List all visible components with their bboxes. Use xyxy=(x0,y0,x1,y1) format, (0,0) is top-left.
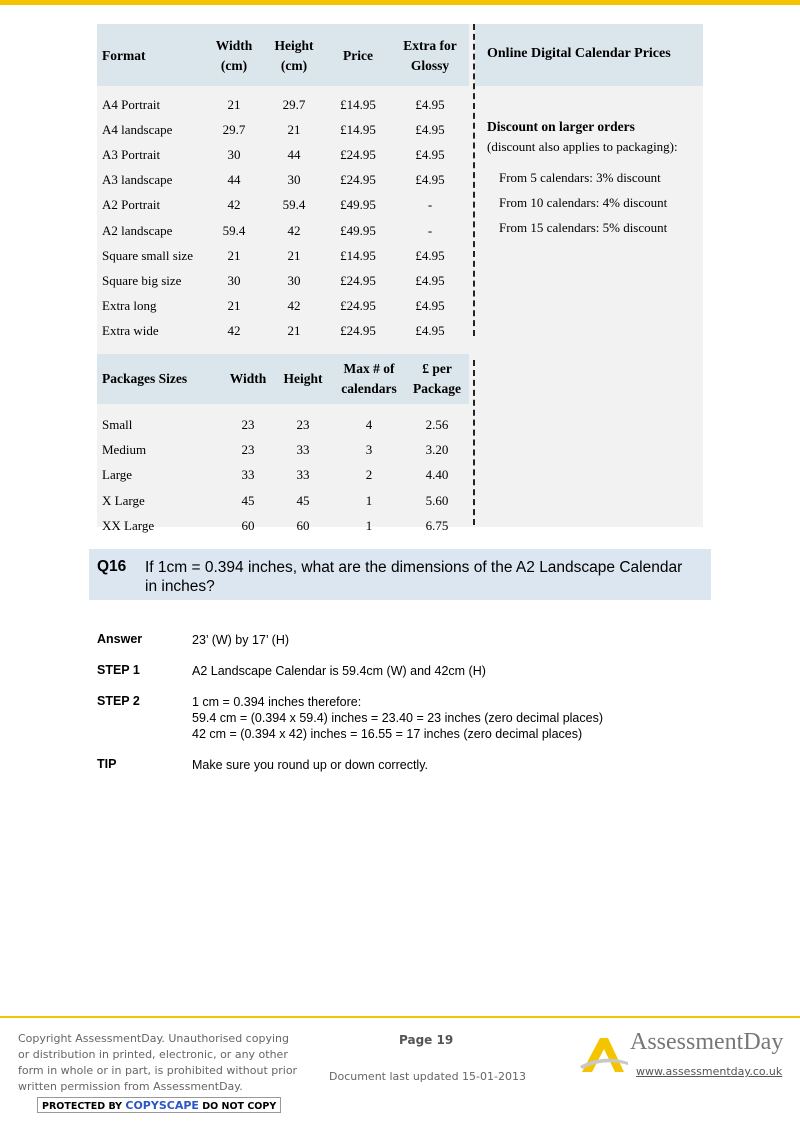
prices-col-height xyxy=(263,24,325,88)
top-accent-bar xyxy=(0,0,800,5)
prices-cell: £14.95 xyxy=(340,247,376,263)
discount-item: From 15 calendars: 5% discount xyxy=(499,220,668,235)
prices-cell: 21 xyxy=(287,247,301,263)
prices-cell: 29.7 xyxy=(282,96,306,112)
prices-col-glossy xyxy=(391,24,469,88)
prices-row xyxy=(97,243,469,268)
prices-cell: £14.95 xyxy=(340,121,376,137)
prices-row xyxy=(97,319,469,344)
prices-col-price: Price xyxy=(343,48,373,63)
packages-col-height: Height xyxy=(283,371,323,386)
packages-row xyxy=(97,513,469,538)
prices-cell: 44 xyxy=(287,146,301,162)
packages-col-price-label: £ per Package xyxy=(413,361,461,396)
packages-table xyxy=(97,354,469,538)
copyscape-suffix: DO NOT COPY xyxy=(202,1101,277,1112)
packages-cell: 33 xyxy=(241,467,255,483)
prices-cell: £24.95 xyxy=(340,298,376,314)
step2-label: STEP 2 xyxy=(97,694,140,708)
step1-value: A2 Landscape Calendar is 59.4cm (W) and 42cm (H) xyxy=(192,664,486,678)
packages-cell: 1 xyxy=(365,517,373,533)
answer-value: 23’ (W) by 17’ (H) xyxy=(192,633,290,647)
prices-cell: 21 xyxy=(227,96,241,112)
packages-cell: 2.56 xyxy=(425,416,449,432)
prices-row xyxy=(97,117,469,142)
packages-divider xyxy=(473,360,475,525)
packages-cell: 2 xyxy=(365,467,373,483)
assessmentday-logo-icon xyxy=(578,1032,630,1074)
prices-cell: A2 Portrait xyxy=(102,197,161,213)
prices-col-height-label: Height (cm) xyxy=(274,38,314,73)
packages-cell: XX Large xyxy=(102,517,155,533)
prices-cell: - xyxy=(427,197,433,213)
prices-row xyxy=(97,294,469,319)
packages-cell: Large xyxy=(102,467,133,483)
prices-row xyxy=(97,92,469,117)
prices-cell: 21 xyxy=(227,298,241,314)
packages-row xyxy=(97,412,469,437)
packages-col-max xyxy=(333,354,405,404)
packages-row xyxy=(97,488,469,513)
prices-cell: A4 landscape xyxy=(102,121,173,137)
question-box xyxy=(89,549,711,600)
packages-cell: 1 xyxy=(365,492,373,508)
discount-note: (discount also applies to packaging): xyxy=(487,139,678,154)
question-number: Q16 xyxy=(97,558,127,575)
prices-row xyxy=(97,218,469,243)
copyright-notice: Copyright AssessmentDay. Unauthorised copying or distribution in printed, electronic, or any other form in whole or in part, is prohibited without prior written permission from AssessmentDay. xyxy=(18,1032,298,1093)
prices-cell: £4.95 xyxy=(415,146,445,162)
prices-cell: 30 xyxy=(227,146,241,162)
packages-cell: 3 xyxy=(365,441,373,457)
prices-cell: 30 xyxy=(287,172,301,188)
packages-spacer-cell xyxy=(97,404,469,412)
prices-table xyxy=(97,24,469,344)
prices-cell: Extra wide xyxy=(102,323,159,339)
packages-col-width: Width xyxy=(229,371,267,386)
packages-cell: 33 xyxy=(296,441,310,457)
step2-line: 1 cm = 0.394 inches therefore: xyxy=(192,695,362,709)
discount-item: From 10 calendars: 4% discount xyxy=(499,195,668,210)
prices-cell: 21 xyxy=(227,247,241,263)
prices-cell: £14.95 xyxy=(340,96,376,112)
prices-cell: £4.95 xyxy=(415,298,445,314)
prices-cell: 42 xyxy=(227,197,241,213)
prices-row xyxy=(97,193,469,218)
packages-cell: Small xyxy=(102,416,133,432)
packages-row xyxy=(97,463,469,488)
step2-line: 59.4 cm = (0.394 x 59.4) inches = 23.40 = 23 inches (zero decimal places) xyxy=(192,711,603,725)
packages-cell: 3.20 xyxy=(425,441,449,457)
packages-cell: 45 xyxy=(241,492,255,508)
prices-cell: 30 xyxy=(287,272,301,288)
prices-row xyxy=(97,168,469,193)
packages-cell: 6.75 xyxy=(425,517,449,533)
website-link[interactable]: www.assessmentday.co.uk xyxy=(636,1065,783,1078)
prices-divider xyxy=(473,24,475,336)
packages-col-max-label: Max # of calendars xyxy=(341,361,397,396)
footer-accent-line xyxy=(0,1016,800,1018)
side-panel-title: Online Digital Calendar Prices xyxy=(487,46,671,61)
last-updated: Document last updated 15-01-2013 xyxy=(329,1070,526,1083)
prices-cell: £24.95 xyxy=(340,146,376,162)
prices-cell: A4 Portrait xyxy=(102,96,161,112)
prices-cell: £24.95 xyxy=(340,272,376,288)
prices-cell: Extra long xyxy=(102,298,157,314)
prices-cell: £4.95 xyxy=(415,247,445,263)
prices-col-width xyxy=(205,24,263,88)
packages-col-size: Packages Sizes xyxy=(102,371,188,386)
prices-cell: 30 xyxy=(227,272,241,288)
prices-col-glossy-label: Extra for Glossy xyxy=(403,38,457,73)
prices-cell: - xyxy=(427,222,433,238)
packages-cell: Medium xyxy=(102,441,147,457)
discount-heading: Discount on larger orders xyxy=(487,119,635,134)
prices-cell: 21 xyxy=(287,323,301,339)
prices-cell: Square small size xyxy=(102,247,193,263)
prices-cell: 21 xyxy=(287,121,301,137)
calendar-pricing-figure xyxy=(97,24,703,533)
packages-cell: 4.40 xyxy=(425,467,449,483)
prices-cell: 29.7 xyxy=(222,121,246,137)
packages-cell: X Large xyxy=(102,492,145,508)
packages-cell: 23 xyxy=(296,416,310,432)
prices-cell: £4.95 xyxy=(415,96,445,112)
prices-cell: A2 landscape xyxy=(102,222,173,238)
step1-label: STEP 1 xyxy=(97,663,140,677)
prices-header-row xyxy=(97,24,469,88)
prices-row xyxy=(97,142,469,167)
packages-cell: 4 xyxy=(365,416,373,432)
prices-cell: £49.95 xyxy=(340,197,376,213)
prices-cell: £24.95 xyxy=(340,323,376,339)
packages-cell: 45 xyxy=(296,492,310,508)
packages-cell: 60 xyxy=(296,517,310,533)
prices-cell: A3 Portrait xyxy=(102,146,161,162)
prices-cell: £4.95 xyxy=(415,172,445,188)
copyscape-brand: COPYSCAPE xyxy=(125,1099,199,1112)
packages-header-row xyxy=(97,354,469,404)
prices-cell: £24.95 xyxy=(340,172,376,188)
discount-item: From 5 calendars: 3% discount xyxy=(499,170,661,185)
packages-cell: 33 xyxy=(296,467,310,483)
packages-col-price xyxy=(405,354,469,404)
prices-cell: 44 xyxy=(227,172,241,188)
prices-col-format: Format xyxy=(102,48,146,63)
page-number: Page 19 xyxy=(399,1033,454,1047)
tip-label: TIP xyxy=(97,757,117,771)
copyscape-prefix: PROTECTED BY xyxy=(42,1101,123,1112)
prices-cell: £4.95 xyxy=(415,272,445,288)
prices-cell: 59.4 xyxy=(282,197,306,213)
prices-cell: 42 xyxy=(227,323,241,339)
packages-spacer xyxy=(97,404,469,412)
prices-cell: 42 xyxy=(287,222,301,238)
prices-cell: A3 landscape xyxy=(102,172,173,188)
packages-cell: 60 xyxy=(241,517,255,533)
packages-cell: 23 xyxy=(241,416,255,432)
answer-label: Answer xyxy=(97,632,143,646)
prices-cell: £4.95 xyxy=(415,121,445,137)
packages-cell: 23 xyxy=(241,441,255,457)
prices-cell: £4.95 xyxy=(415,323,445,339)
prices-cell: 42 xyxy=(287,298,301,314)
copyscape-badge[interactable] xyxy=(37,1097,281,1113)
step2-line: 42 cm = (0.394 x 42) inches = 16.55 = 17 inches (zero decimal places) xyxy=(192,727,583,741)
prices-cell: £49.95 xyxy=(340,222,376,238)
step2-value xyxy=(192,694,603,742)
packages-cell: 5.60 xyxy=(425,492,449,508)
packages-row xyxy=(97,437,469,462)
tip-value: Make sure you round up or down correctly. xyxy=(192,758,428,772)
prices-row xyxy=(97,268,469,293)
logo-wordmark: AssessmentDay xyxy=(630,1029,784,1055)
prices-col-width-label: Width (cm) xyxy=(215,38,253,73)
question-text: If 1cm = 0.394 inches, what are the dimensions of the A2 Landscape Calendar in inches? xyxy=(145,559,683,595)
prices-cell: 59.4 xyxy=(222,222,246,238)
prices-cell: Square big size xyxy=(102,272,182,288)
